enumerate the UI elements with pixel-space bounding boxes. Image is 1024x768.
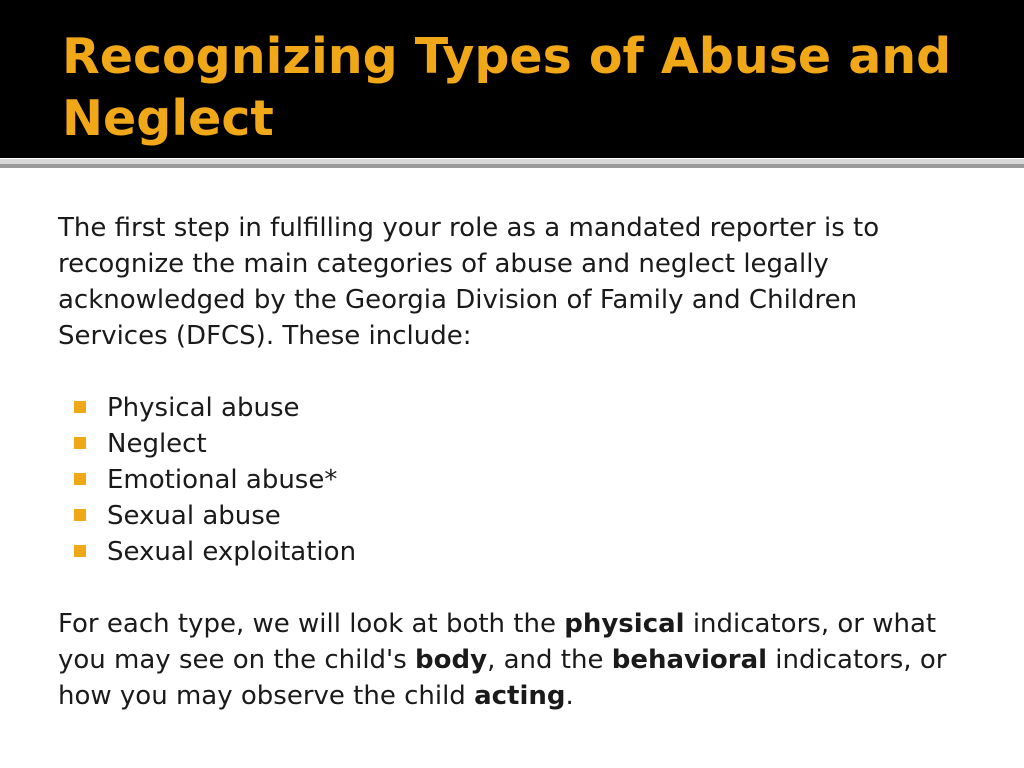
list-item-label: Neglect: [107, 429, 207, 459]
slide-body: [58, 210, 958, 714]
closing-text-5: .: [565, 681, 574, 711]
square-bullet-icon: [74, 509, 86, 521]
square-bullet-icon: [74, 401, 86, 413]
title-band: [0, 0, 1024, 158]
divider-dark: [0, 164, 1024, 168]
list-item-label: Physical abuse: [107, 393, 300, 423]
emphasis-acting: acting: [474, 681, 566, 711]
closing-paragraph: [58, 606, 958, 714]
slide-title: Recognizing Types of Abuse and Neglect: [62, 28, 952, 147]
closing-text-2: indicators, or what you may see on the child's: [58, 609, 937, 675]
list-item-label: Sexual abuse: [107, 501, 281, 531]
emphasis-behavioral: behavioral: [611, 645, 768, 675]
list-item-label: Emotional abuse*: [107, 465, 338, 495]
intro-paragraph: The first step in fulfilling your role as a mandated reporter is to recognize the main categories of abuse and neglect legally acknowledged by the Georgia Division of Family and Children Services (DFCS). These include:: [58, 213, 880, 351]
list-item: [58, 498, 958, 534]
emphasis-physical: physical: [564, 609, 685, 639]
closing-text-3: , and the: [487, 645, 612, 675]
square-bullet-icon: [74, 545, 86, 557]
square-bullet-icon: [74, 437, 86, 449]
closing-text-1: For each type, we will look at both the: [58, 609, 565, 639]
list-item: [58, 426, 958, 462]
closing-text-4: indicators, or how you may observe the child: [58, 645, 947, 711]
list-item: [58, 390, 958, 426]
list-item: [58, 462, 958, 498]
abuse-type-list: [58, 390, 958, 570]
emphasis-body: body: [415, 645, 488, 675]
list-item: [58, 534, 958, 570]
list-item-label: Sexual exploitation: [107, 537, 357, 567]
square-bullet-icon: [74, 473, 86, 485]
